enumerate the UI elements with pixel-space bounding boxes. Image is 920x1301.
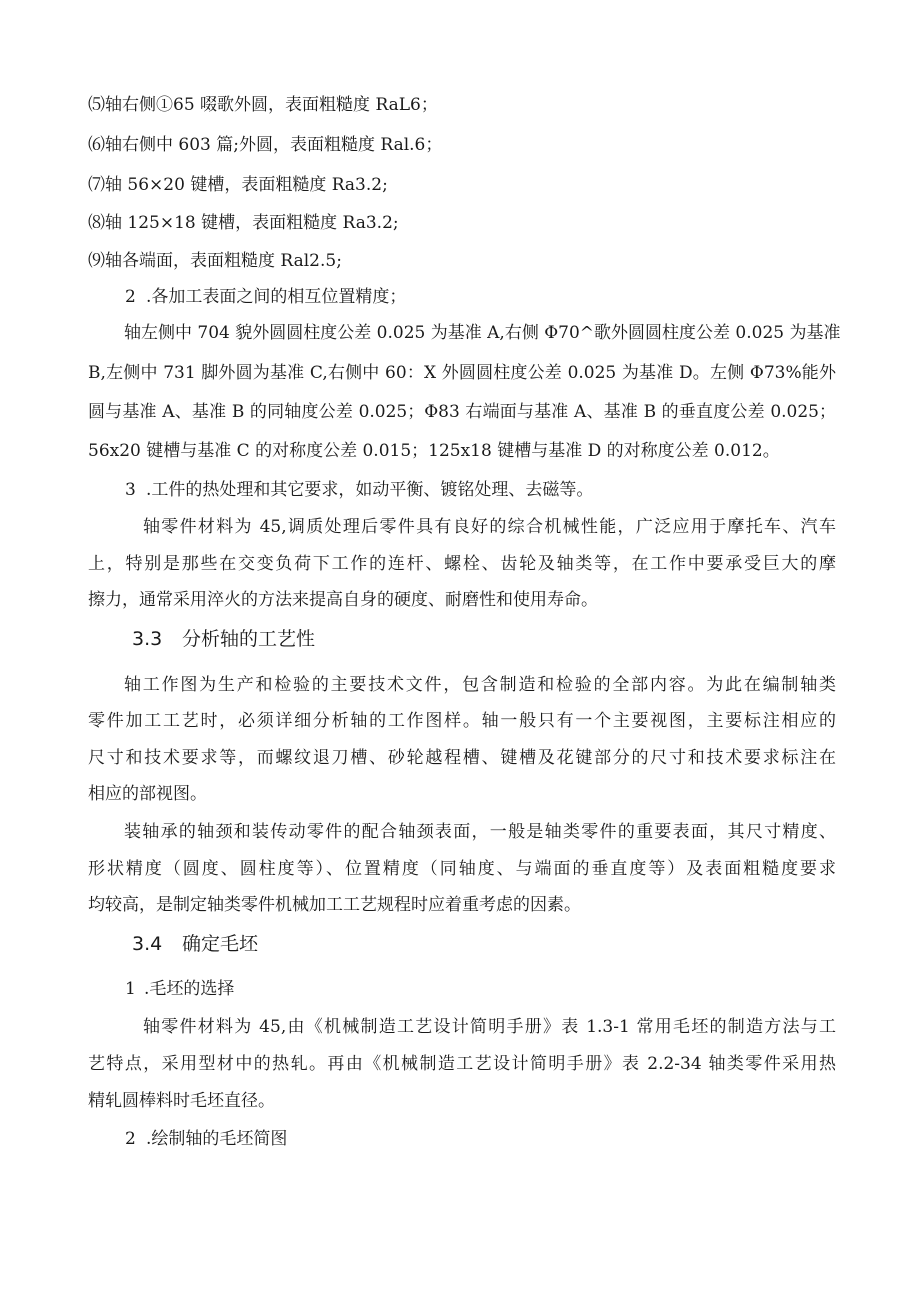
blank-paragraph-line: 轴零件材料为 45,由《机械制造工艺设计简明手册》表 1.3-1 常用毛坯的制造方法与工 [143,1017,836,1037]
position-paragraph-line: 轴左侧中 704 貌外圆圆柱度公差 0.025 为基准 A,右侧 Φ70^歌外圆圆柱度公差 0.025 为基准 [124,323,841,343]
position-paragraph-line: B,左侧中 731 脚外圆为基准 C,右侧中 60：X 外圆圆柱度公差 0.025 为基准 D。左侧 Φ73%能外 [88,363,836,383]
list-item-7: ⑺轴 56×20 键槽，表面粗糙度 Ra3.2; [88,175,388,195]
list-item-6: ⑹轴右侧中 603 篇;外圆，表面粗糙度 Ral.6； [88,135,443,155]
list-item-9: ⑼轴各端面，表面粗糙度 Ral2.5; [88,251,342,271]
list-item-5: ⑸轴右侧①65 啜歌外圆，表面粗糙度 RaL6； [88,95,438,115]
section-heading-3-3 [132,627,315,651]
section-title: 确定毛坯 [182,933,259,955]
point-3-text: .工件的热处理和其它要求，如动平衡、镀铭处理、去磁等。 [146,480,594,500]
blank-point-1-text: .毛坯的选择 [144,979,235,999]
material-paragraph-line: 擦力，通常采用淬火的方法来提高自身的硬度、耐磨性和使用寿命。 [88,590,598,610]
drawing-paragraph-line: 尺寸和技术要求等，而螺纹退刀槽、砂轮越程槽、键槽及花键部分的尺寸和技术要求标注在 [88,748,836,768]
blank-point-2-number: 2 [125,1129,136,1149]
list-item-8: ⑻轴 125×18 键槽，表面粗糙度 Ra3.2; [88,213,399,233]
position-paragraph-line: 56x20 键槽与基准 C 的对称度公差 0.015；125x18 键槽与基准 D 的对称度公差 0.012。 [88,441,780,461]
drawing-paragraph-line: 零件加工工艺时，必须详细分析轴的工作图样。轴一般只有一个主要视图，主要标注相应的 [88,711,836,731]
blank-paragraph-line: 精轧圆棒料时毛坯直径。 [88,1091,275,1111]
blank-paragraph-line: 艺特点，采用型材中的热轧。再由《机械制造工艺设计简明手册》表 2.2-34 轴类零件采用热 [88,1054,836,1074]
journal-paragraph-line: 形状精度（圆度、圆柱度等）、位置精度（同轴度、与端面的垂直度等）及表面粗糙度要求 [88,859,836,879]
point-2-text: .各加工表面之间的相互位置精度； [146,287,407,307]
section-number: 3.4 [132,933,163,955]
journal-paragraph-line: 均较高，是制定轴类零件机械加工工艺规程时应着重考虑的因素。 [88,895,581,915]
section-title: 分析轴的工艺性 [182,628,316,650]
drawing-paragraph-line: 相应的部视图。 [88,784,207,804]
blank-point-2-text: .绘制轴的毛坯简图 [146,1129,288,1149]
section-number: 3.3 [132,628,163,650]
material-paragraph-line: 上，特别是那些在交变负荷下工作的连杆、螺栓、齿轮及轴类等，在工作中要承受巨大的摩 [88,554,836,574]
point-2-number: 2 [125,287,136,307]
point-3-number: 3 [125,480,136,500]
material-paragraph-line: 轴零件材料为 45,调质处理后零件具有良好的综合机械性能，广泛应用于摩托车、汽车 [143,517,836,537]
drawing-paragraph-line: 轴工作图为生产和检验的主要技术文件，包含制造和检验的全部内容。为此在编制轴类 [124,675,836,695]
journal-paragraph-line: 装轴承的轴颈和装传动零件的配合轴颈表面，一般是轴类零件的重要表面，其尺寸精度、 [124,822,836,842]
blank-point-1-number: 1 [125,979,136,999]
section-heading-3-4 [132,932,258,956]
position-paragraph-line: 圆与基准 A、基准 B 的同轴度公差 0.025；Φ83 右端面与基准 A、基准 B 的垂直度公差 0.025； [88,402,836,422]
